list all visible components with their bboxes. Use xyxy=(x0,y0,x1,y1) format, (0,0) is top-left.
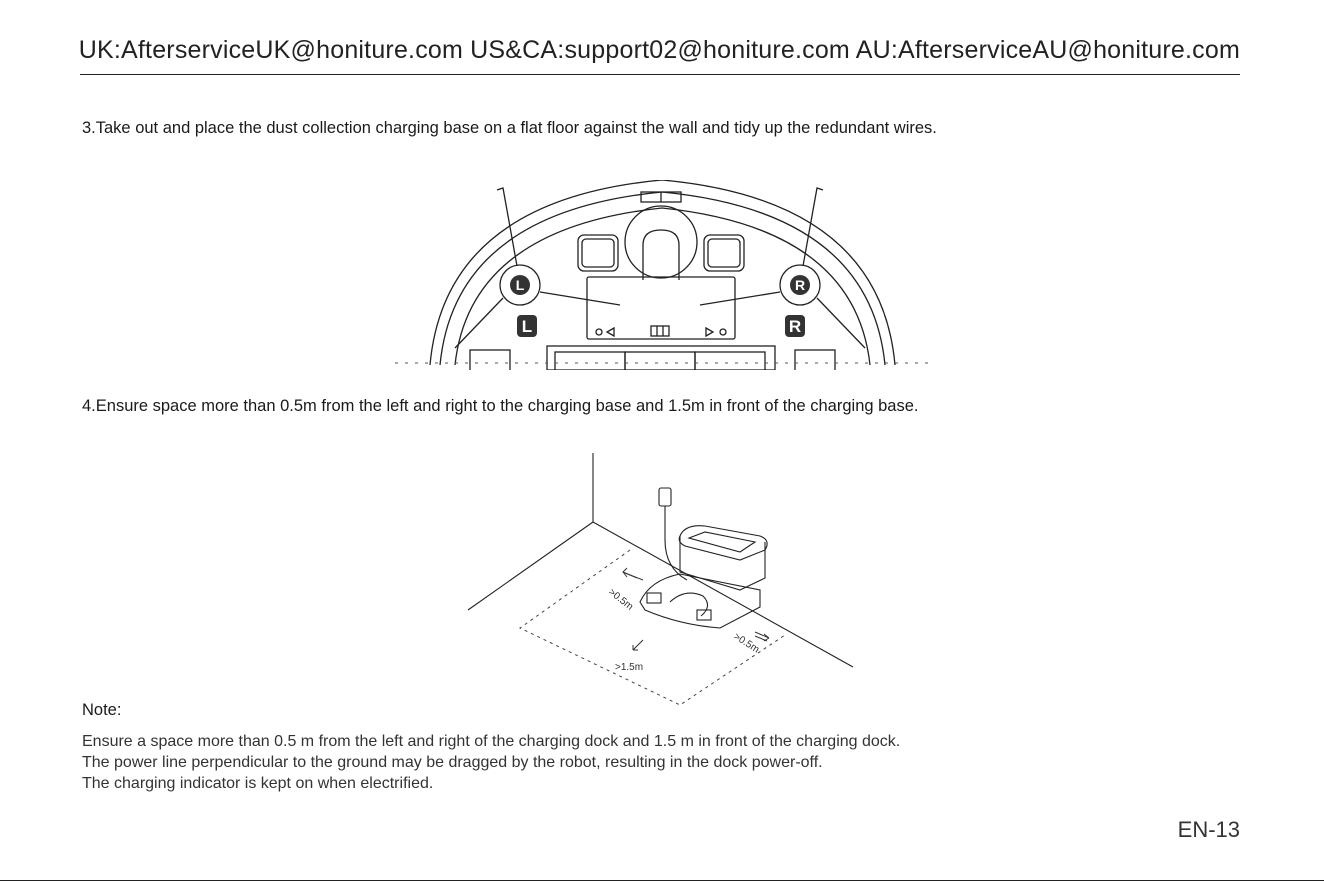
left-brush-letter-small: L xyxy=(515,277,525,293)
left-brush-badge xyxy=(510,275,530,295)
step-3-instruction: 3.Take out and place the dust collection charging base on a flat floor against the wall and tidy up the redundant wires. xyxy=(82,119,937,137)
right-brush-letter-small: R xyxy=(794,277,806,293)
robot-underside-illustration xyxy=(395,180,930,370)
note-body xyxy=(82,731,900,794)
right-clearance-label: >0.5m xyxy=(731,631,762,656)
left-clearance-label: >0.5m xyxy=(606,586,636,613)
footer-divider xyxy=(0,880,1324,881)
right-slot-letter: R xyxy=(788,317,802,336)
note-title: Note: xyxy=(82,701,122,719)
contact-emails: UK:AfterserviceUK@honiture.com US&CA:support02@honiture.com AU:AfterserviceAU@honiture.com xyxy=(78,36,1240,64)
step-4-instruction: 4.Ensure space more than 0.5m from the left and right to the charging base and 1.5m in front of the charging base. xyxy=(82,397,919,415)
front-clearance-label: >1.5m xyxy=(615,662,644,673)
page-number: EN-13 xyxy=(1177,817,1240,842)
note-line: The power line perpendicular to the ground may be dragged by the robot, resulting in the dock power-off. xyxy=(82,754,823,771)
left-slot-letter: L xyxy=(521,317,533,336)
dock-clearance-illustration xyxy=(465,450,860,710)
page-header xyxy=(80,34,1240,75)
note-line: The charging indicator is kept on when electrified. xyxy=(82,775,434,792)
note-line: Ensure a space more than 0.5 m from the left and right of the charging dock and 1.5 m in front of the charging dock. xyxy=(82,733,901,750)
right-brush-badge xyxy=(790,275,810,295)
